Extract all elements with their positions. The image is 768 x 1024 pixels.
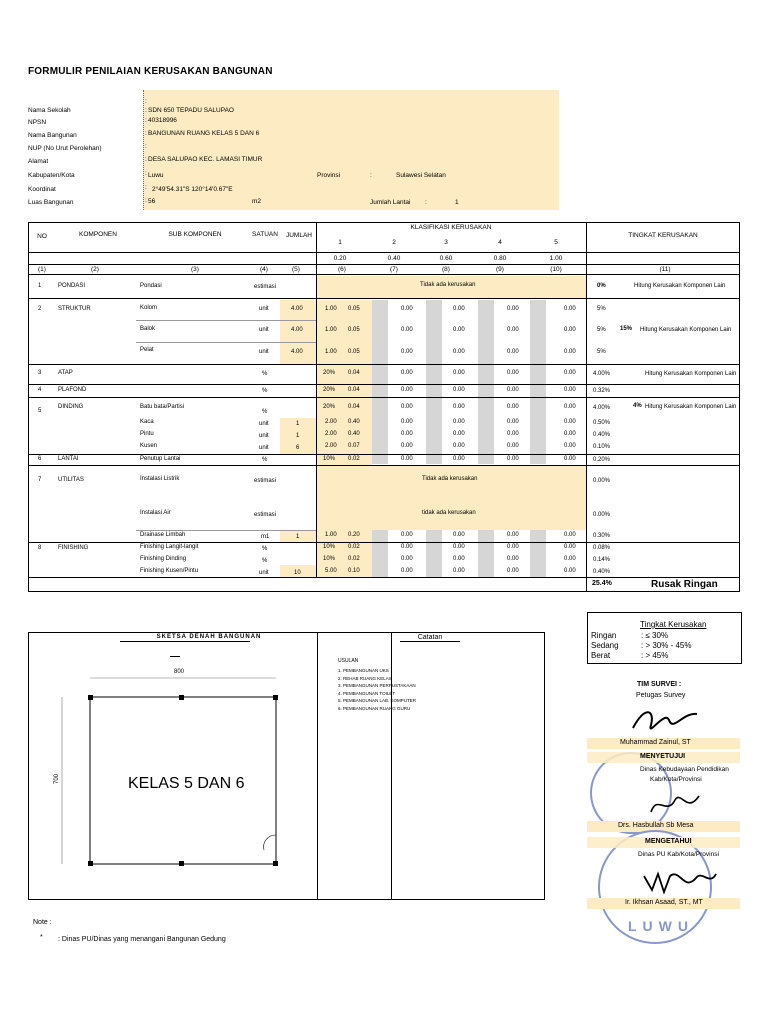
row-b: 0.05 (348, 306, 360, 312)
value-luas: 56 (148, 198, 156, 205)
row-f: 0.00 (564, 443, 576, 449)
row-f: 0.00 (564, 532, 576, 538)
row-d: 0.00 (453, 544, 465, 550)
label-provinsi: Provinsi (317, 172, 341, 179)
colon: : (145, 98, 147, 105)
label-jumlah-lantai: Jumlah Lantai (370, 199, 411, 206)
col-num: (10) (550, 266, 562, 273)
col-num: (6) (338, 266, 346, 273)
row-satuan: unit (259, 445, 269, 451)
colon: : (145, 170, 147, 177)
row-a: 1.00 (325, 349, 337, 355)
label-nama-sekolah: Nama Sekolah (28, 107, 71, 114)
row-pct: 0.50% (593, 420, 611, 426)
row-b: 0.04 (348, 370, 360, 376)
row-f: 0.00 (564, 349, 576, 355)
row-sub: Batu bata/Partisi (140, 404, 185, 410)
row-hint: Hitung Kerusakan Komponen Lain (640, 327, 732, 333)
row-no: 6 (38, 456, 42, 462)
legend-label: Sedang (591, 641, 619, 650)
row-e: 0.00 (507, 544, 519, 550)
colon: : (145, 156, 147, 163)
label-npsn: NPSN (28, 119, 47, 126)
row-b: 0.40 (348, 419, 360, 425)
row-satuan: unit (259, 327, 269, 333)
row-satuan: % (262, 388, 268, 394)
row-e: 0.00 (507, 568, 519, 574)
row-satuan: % (262, 558, 268, 564)
usulan-item: 3. PEMBANGUNAN PERPUSTAKAAN (338, 683, 416, 688)
row-sub: Finishing Kusen/Pintu (140, 568, 199, 574)
row-f: 0.00 (564, 431, 576, 437)
pu-signature (640, 866, 720, 898)
row-f: 0.00 (564, 419, 576, 425)
form-title: FORMULIR PENILAIAN KERUSAKAN BANGUNAN (28, 66, 273, 77)
row-jumlah: 1 (296, 433, 300, 439)
row-b: 0.20 (348, 532, 360, 538)
row-no: 2 (38, 306, 42, 312)
surveyor-name: Muhammad Zainul, ST (620, 739, 691, 746)
row-f: 0.00 (564, 404, 576, 410)
row-komponen: STRUKTUR (58, 306, 91, 312)
row-b: 0.05 (348, 349, 360, 355)
row-pct: 0% (597, 283, 606, 289)
dim-width: 800 (174, 669, 185, 675)
row-pct: 0.30% (593, 533, 611, 539)
row-note: Tidak ada kerusakan (420, 282, 476, 288)
row-pct: 0.14% (593, 557, 611, 563)
row-satuan: unit (259, 306, 269, 312)
row-c: 0.00 (401, 568, 413, 574)
col-num: (5) (292, 266, 300, 273)
row-d: 0.00 (453, 404, 465, 410)
row-satuan: m1 (261, 534, 270, 540)
row-b: 0.02 (348, 556, 360, 562)
row-pct: 0.40% (593, 569, 611, 575)
row-d: 0.00 (453, 532, 465, 538)
label-kabupaten: Kabupaten/Kota (28, 172, 75, 179)
row-hint: Hitung Kerusakan Komponen Lain (645, 371, 737, 377)
row-pct: 0.32% (593, 388, 611, 394)
row-f: 0.00 (564, 456, 576, 462)
row-b: 0.04 (348, 387, 360, 393)
mengetahui-label: MENGETAHUI (645, 838, 692, 845)
row-komponen: ATAP (58, 370, 73, 376)
col-num: (11) (659, 266, 671, 273)
row-jumlah: 4.00 (291, 327, 303, 333)
usulan-item: 4. PEMBANGUNAN TOILET (338, 690, 396, 696)
row-satuan: unit (259, 433, 269, 439)
row-sub: Pelat (140, 347, 154, 353)
legend-title: Tingkat Kerusakan (640, 620, 707, 629)
row-no: 8 (38, 545, 42, 551)
col-num: (4) (260, 266, 268, 273)
colon: : (145, 130, 147, 137)
value-nama-bangunan: BANGUNAN RUANG KELAS 5 DAN 6 (148, 130, 260, 137)
value-alamat: DESA SALUPAO KEC. LAMASI TIMUR (148, 156, 263, 163)
row-b: 0.05 (348, 327, 360, 333)
row-c: 0.00 (401, 370, 413, 376)
legend-label: Berat (591, 651, 611, 660)
row-d: 0.00 (453, 349, 465, 355)
row-komponen: PONDASI (58, 283, 86, 289)
petugas-label: Petugas Survey (636, 692, 686, 699)
row-f: 0.00 (564, 387, 576, 393)
header-level-5: 5 (554, 239, 558, 246)
row-no: 7 (38, 477, 42, 483)
row-c: 0.00 (401, 431, 413, 437)
row-d: 0.00 (453, 456, 465, 462)
header-level-2: 2 (392, 239, 396, 246)
row-a: 20% (323, 387, 336, 393)
col-num: (2) (91, 266, 99, 273)
row-pct: 0.20% (593, 457, 611, 463)
col-num: (8) (442, 266, 450, 273)
row-a: 1.00 (325, 532, 337, 538)
legend-value: : > 45% (641, 651, 669, 660)
header-klasifikasi: KLASIFIKASI KERUSAKAN (410, 224, 492, 231)
row-c: 0.00 (401, 404, 413, 410)
row-d: 0.00 (453, 306, 465, 312)
row-pct: 5% (597, 349, 606, 355)
legend-value: : > 30% - 45% (641, 641, 692, 650)
row-satuan: estimasi (254, 512, 277, 518)
value-jumlah-lantai: 1 (455, 199, 459, 206)
row-c: 0.00 (401, 387, 413, 393)
row-satuan: unit (259, 421, 269, 427)
row-sub: Instalasi Listrik (140, 476, 180, 482)
row-no: 4 (38, 387, 42, 393)
row-jumlah: 10 (294, 570, 301, 576)
row-f: 0.00 (564, 370, 576, 376)
header-komponen: KOMPONEN (79, 231, 117, 238)
label-alamat: Alamat (28, 158, 49, 165)
row-no: 3 (38, 370, 42, 376)
row-d: 0.00 (453, 556, 465, 562)
weight-5: 1.00 (549, 255, 563, 262)
colon: : (145, 143, 147, 150)
row-satuan: % (262, 409, 268, 415)
row-satuan: estimasi (254, 284, 277, 290)
row-e: 0.00 (507, 327, 519, 333)
value-koordinat: 2°49'54.31"S 120°14'0.67"E (152, 186, 233, 193)
row-no: 1 (38, 283, 42, 289)
row-a: 2.00 (325, 431, 337, 437)
row-e: 0.00 (507, 431, 519, 437)
row-sub: Penutup Lantai (140, 456, 181, 462)
row-jumlah: 1 (296, 534, 300, 540)
row-komponen: PLAFOND (58, 387, 87, 393)
row-pct: 4.00% (593, 371, 611, 377)
menyetujui-org: Dinas Kebudayaan Pendidikan (640, 766, 729, 773)
mengetahui-org: Dinas PU Kab/Kota/Provinsi (638, 851, 719, 858)
row-pct: 0.40% (593, 432, 611, 438)
value-kabupaten: Luwu (148, 172, 164, 179)
usulan-item: 1. PEMBANGUNAN UKS (338, 668, 389, 673)
row-e: 0.00 (507, 556, 519, 562)
usulan-list (338, 667, 416, 712)
row-jumlah: 4.00 (291, 349, 303, 355)
header-sub-komponen: SUB KOMPONEN (168, 231, 222, 238)
surveyor-signature (625, 700, 705, 740)
colon: : (145, 184, 147, 191)
row-sub: Finishing Dinding (140, 556, 187, 562)
legend-value: : ≤ 30% (641, 631, 669, 640)
row-no: 5 (38, 408, 42, 414)
row-komponen: DINDING (58, 404, 84, 410)
label-koordinat: Koordinat (28, 186, 56, 193)
row-c: 0.00 (401, 419, 413, 425)
row-jumlah: 4.00 (291, 306, 303, 312)
dim-height: 700 (54, 773, 61, 785)
row-d: 0.00 (453, 431, 465, 437)
colon: : (425, 199, 427, 206)
row-b: 0.02 (348, 456, 360, 462)
value-npsn: 40318996 (148, 117, 177, 124)
row-komponen: LANTAI (58, 456, 79, 462)
row-a: 10% (323, 544, 336, 550)
stamp-text: LUWU (628, 918, 694, 934)
row-sub: Instalasi Air (140, 510, 171, 516)
usulan-item: 2. REHAB RUANG KELAS (338, 675, 392, 681)
header-level-1: 1 (338, 239, 342, 246)
row-e: 0.00 (507, 387, 519, 393)
value-nama-sekolah: SDN 650 TEPADU SALUPAO (148, 107, 234, 114)
row-c: 0.00 (401, 349, 413, 355)
row-b: 0.10 (348, 568, 360, 574)
row-hint: Hitung Kerusakan Komponen Lain (645, 404, 737, 410)
label-nup: NUP (No Urut Perolehan) (28, 145, 102, 152)
row-d: 0.00 (453, 370, 465, 376)
row-satuan: unit (259, 570, 269, 576)
row-d: 0.00 (453, 568, 465, 574)
row-d: 0.00 (453, 387, 465, 393)
row-note: Tidak ada kerusakan (422, 476, 478, 482)
row-pct: 5% (597, 306, 606, 312)
catatan-title: Catatan (417, 634, 443, 641)
row-summary: 15% (620, 326, 633, 332)
row-sub: Finishing Langit-langit (140, 544, 199, 550)
row-f: 0.00 (564, 544, 576, 550)
row-d: 0.00 (453, 443, 465, 449)
row-a: 10% (323, 456, 336, 462)
col-num: (1) (38, 266, 46, 273)
row-sub: Kusen (140, 443, 158, 449)
row-c: 0.00 (401, 556, 413, 562)
colon: : (145, 117, 147, 124)
menyetujui-org: Kab/Kota/Provinsi (650, 776, 702, 783)
row-jumlah: 1 (296, 421, 300, 427)
sketch-title: SKETSA DENAH BANGUNAN (156, 634, 262, 640)
weight-1: 0.20 (333, 255, 347, 262)
header-jumlah: JUMLAH (285, 232, 312, 239)
row-c: 0.00 (401, 456, 413, 462)
row-e: 0.00 (507, 532, 519, 538)
row-pct: 0.08% (593, 545, 611, 551)
row-e: 0.00 (507, 370, 519, 376)
row-d: 0.00 (453, 327, 465, 333)
row-c: 0.00 (401, 544, 413, 550)
value-luas-unit: m2 (252, 198, 262, 205)
row-sub: Drainase Limbah (140, 532, 186, 538)
row-a: 2.00 (325, 443, 337, 449)
header-no: NO (37, 233, 47, 240)
row-c: 0.00 (401, 532, 413, 538)
row-c: 0.00 (401, 327, 413, 333)
row-f: 0.00 (564, 568, 576, 574)
row-f: 0.00 (564, 306, 576, 312)
row-e: 0.00 (507, 443, 519, 449)
header-level-3: 3 (444, 239, 448, 246)
row-e: 0.00 (507, 306, 519, 312)
colon: : (370, 172, 372, 179)
row-sub: Kaca (140, 419, 154, 425)
row-e: 0.00 (507, 456, 519, 462)
row-a: 1.00 (325, 306, 337, 312)
row-a: 10% (323, 556, 336, 562)
row-pct: 0.00% (593, 512, 611, 518)
usulan-title: USULAN (338, 658, 359, 664)
row-satuan: % (262, 546, 268, 552)
note-text: : Dinas PU/Dinas yang menangani Bangunan Gedung (58, 936, 226, 943)
row-d: 0.00 (453, 419, 465, 425)
row-sub: Kolom (140, 305, 158, 311)
kepala-name: Drs. Hasbullah Sb Mesa (618, 822, 694, 829)
tim-survei: TIM SURVEI : (637, 681, 682, 688)
total-pct: 25.4% (592, 580, 612, 587)
weight-2: 0.40 (387, 255, 401, 262)
row-komponen: FINISHING (58, 545, 89, 551)
row-pct: 5% (597, 327, 606, 333)
row-satuan: % (262, 371, 268, 377)
menyetujui-label: MENYETUJUI (640, 753, 686, 760)
row-a: 1.00 (325, 327, 337, 333)
row-e: 0.00 (507, 419, 519, 425)
row-sub: Pintu (140, 431, 154, 437)
row-summary: 4% (633, 403, 642, 409)
label-nama-bangunan: Nama Bangunan (28, 132, 77, 139)
row-b: 0.40 (348, 431, 360, 437)
colon: : (145, 107, 147, 114)
label-luas: Luas Bangunan (28, 199, 74, 206)
col-num: (7) (390, 266, 398, 273)
row-b: 0.04 (348, 404, 360, 410)
header-level-4: 4 (498, 239, 502, 246)
row-a: 5.00 (325, 568, 337, 574)
row-a: 20% (323, 370, 336, 376)
weight-3: 0.60 (439, 255, 453, 262)
row-jumlah: 6 (296, 445, 300, 451)
usulan-item: 5. PEMBANGUNAN LAB. KOMPUTER (338, 698, 417, 703)
row-e: 0.00 (507, 349, 519, 355)
row-komponen: UTILITAS (58, 477, 84, 483)
total-status: Rusak Ringan (651, 579, 718, 590)
room-label: KELAS 5 DAN 6 (128, 775, 245, 792)
row-c: 0.00 (401, 443, 413, 449)
row-note: tidak ada kerusakan (422, 510, 476, 516)
note-label: Note : (33, 919, 52, 926)
row-satuan: unit (259, 349, 269, 355)
row-e: 0.00 (507, 404, 519, 410)
row-satuan: % (262, 457, 268, 463)
row-pct: 4.00% (593, 405, 611, 411)
row-b: 0.07 (348, 443, 360, 449)
row-f: 0.00 (564, 327, 576, 333)
col-num: (9) (496, 266, 504, 273)
row-sub: Balok (140, 326, 156, 332)
col-num: (3) (191, 266, 199, 273)
row-hint: Hitung Kerusakan Komponen Lain (634, 283, 726, 289)
header-tingkat: TINGKAT KERUSAKAN (628, 232, 698, 239)
row-c: 0.00 (401, 306, 413, 312)
kepala-signature (645, 790, 705, 820)
row-a: 2.00 (325, 419, 337, 425)
pu-name: Ir. Ikhsan Asaad, ST., MT (625, 899, 703, 906)
value-provinsi: Sulawesi Selatan (396, 172, 446, 179)
weight-4: 0.80 (493, 255, 507, 262)
row-a: 20% (323, 404, 336, 410)
row-satuan: estimasi (254, 478, 277, 484)
row-pct: 0.10% (593, 444, 611, 450)
note-bullet: * (40, 934, 43, 941)
row-sub: Pondasi (140, 283, 162, 289)
header-satuan: SATUAN (252, 231, 278, 238)
row-f: 0.00 (564, 556, 576, 562)
row-pct: 0.00% (593, 478, 611, 484)
row-b: 0.02 (348, 544, 360, 550)
legend-label: Ringan (591, 631, 617, 640)
usulan-item: 6. PEMBANGUNAN RUANG GURU (338, 705, 411, 711)
colon: : (145, 197, 147, 204)
